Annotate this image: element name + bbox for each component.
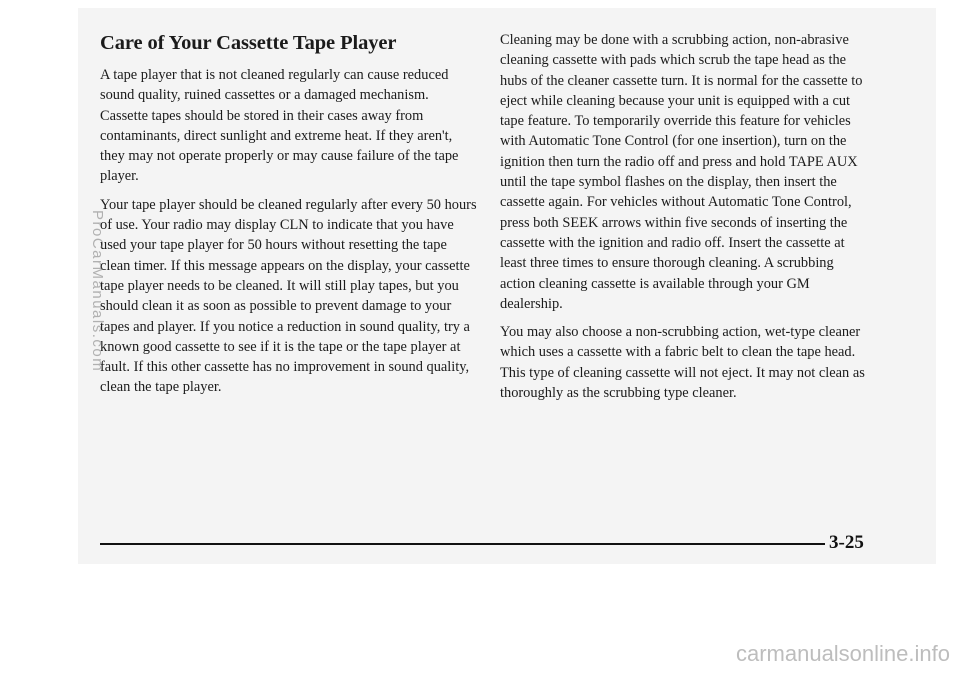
- right-paragraph-1: Cleaning may be done with a scrubbing action, non-abrasive cleaning cassette with pads which scrub the tape head as the hubs of the cleaner cassette turn. It is normal for the cassette to eject while cleaning because your unit is equipped with a cut tape feature. To temporarily override this feature for vehicles with Automatic Tone Control (for one insertion), turn on the ignition then turn the radio off and press and hold TAPE AUX until the tape symbol flashes on the display, then insert the cassette again. For vehicles without Automatic Tone Control, press both SEEK arrows within five seconds of inserting the cassette with the ignition and radio off. Insert the cassette at least three times to ensure thorough cleaning. A scrubbing action cleaning cassette is available through your GM dealership.: [500, 32, 863, 312]
- bottom-watermark[interactable]: carmanualsonline.info: [735, 641, 950, 666]
- left-column: [100, 30, 478, 406]
- right-column: [500, 30, 872, 411]
- left-paragraph-2: Your tape player should be cleaned regularly after every 50 hours of use. Your radio may display CLN to indicate that you have used your tape player for 50 hours without resetting the tape clean timer. If this message appears on the display, your cassette tape player needs to be cleaned. It will still play tapes, but you should clean it as soon as possible to prevent damage to your tapes and player. If you notice a reduction in sound quality, try a known good cassette to see if it is the tape or the tape player at fault. If this other cassette has no improvement in sound quality, clean the tape player.: [100, 196, 477, 396]
- left-paragraph-1: A tape player that is not cleaned regularly can cause reduced sound quality, ruined cassettes or a damaged mechanism. Cassette tapes should be stored in their cases away from contaminants, direct sunlight and extreme heat. If they aren't, they may not operate properly or may cause failure of the tape player.: [100, 67, 459, 185]
- section-title: Care of Your Cassette Tape Player: [100, 32, 397, 54]
- side-watermark: ProCarManuals.com: [89, 210, 106, 373]
- right-paragraph-2: You may also choose a non-scrubbing action, wet-type cleaner which uses a cassette with a fabric belt to clean the tape head. This type of cleaning cassette will not eject. It may not clean as thoroughly as the scrubbing type cleaner.: [500, 324, 865, 402]
- page-number: 3-25: [829, 532, 864, 553]
- footer-rule: [100, 543, 825, 545]
